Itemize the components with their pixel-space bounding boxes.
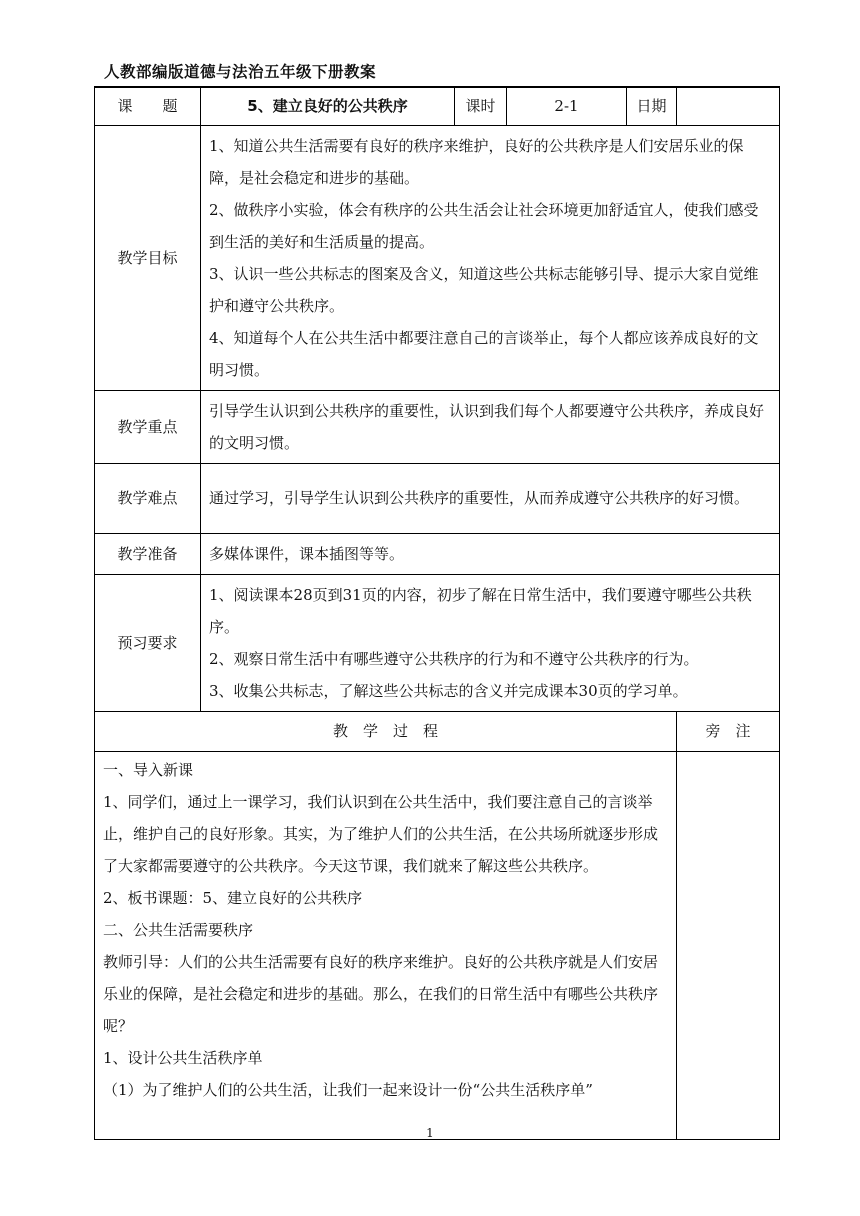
objective-item: 2、做秩序小实验，体会有秩序的公共生活会让社会环境更加舒适宜人，使我们感受到生活的美好和生活质量的提高。 xyxy=(209,200,759,251)
key-points-content: 引导学生认识到公共秩序的重要性，认识到我们每个人都要遵守公共秩序，养成良好的文明习惯。 xyxy=(201,390,780,463)
notes-header: 旁 注 xyxy=(677,711,780,751)
key-points-label: 教学重点 xyxy=(95,390,201,463)
period-value: 2-1 xyxy=(507,87,627,125)
preview-item: 3、收集公共标志，了解这些公共标志的含义并完成课本30页的学习单。 xyxy=(209,681,688,700)
preview-item: 1、阅读课本28页到31页的内容，初步了解在日常生活中，我们要遵守哪些公共秩序。 xyxy=(209,585,752,636)
process-header: 教 学 过 程 xyxy=(95,711,677,751)
lesson-plan-table xyxy=(94,86,780,1140)
topic-label: 课 题 xyxy=(95,87,201,125)
process-line: 1、设计公共生活秩序单 xyxy=(103,1048,263,1067)
process-line: 2、板书课题：5、建立良好的公共秩序 xyxy=(103,888,363,907)
process-line: 一、导入新课 xyxy=(103,760,194,779)
preparation-label: 教学准备 xyxy=(95,533,201,574)
date-label: 日期 xyxy=(627,87,677,125)
preview-row xyxy=(95,574,780,711)
topic-value: 5、建立良好的公共秩序 xyxy=(201,87,455,125)
preparation-content: 多媒体课件，课本插图等等。 xyxy=(201,533,780,574)
notes-cell xyxy=(677,751,780,1139)
objectives-label: 教学目标 xyxy=(95,125,201,390)
key-points-row xyxy=(95,390,780,463)
difficulties-content: 通过学习，引导学生认识到公共秩序的重要性，从而养成遵守公共秩序的好习惯。 xyxy=(201,463,780,533)
info-row xyxy=(95,87,780,125)
date-value xyxy=(677,87,780,125)
process-line: 1、同学们，通过上一课学习，我们认识到在公共生活中，我们要注意自己的言谈举止，维护自己的良好形象。其实，为了维护人们的公共生活，在公共场所就逐步形成了大家都需要遵守的公共秩序。今天这节课，我们就来了解这些公共秩序。 xyxy=(103,792,659,875)
objective-item: 4、知道每个人在公共生活中都要注意自己的言谈举止，每个人都应该养成良好的文明习惯。 xyxy=(209,328,759,379)
preparation-row xyxy=(95,533,780,574)
objective-item: 3、认识一些公共标志的图案及含义，知道这些公共标志能够引导、提示大家自觉维护和遵守公共秩序。 xyxy=(209,264,759,315)
objectives-row xyxy=(95,125,780,390)
period-label: 课时 xyxy=(455,87,507,125)
objectives-content xyxy=(201,125,780,390)
process-line: 二、公共生活需要秩序 xyxy=(103,920,254,939)
difficulties-row xyxy=(95,463,780,533)
process-row xyxy=(95,751,780,1139)
process-line: （1）为了维护人们的公共生活，让我们一起来设计一份“公共生活秩序单” xyxy=(103,1080,593,1099)
process-line: 教师引导：人们的公共生活需要有良好的秩序来维护。良好的公共秩序就是人们安居乐业的保障，是社会稳定和进步的基础。那么，在我们的日常生活中有哪些公共秩序呢？ xyxy=(103,952,659,1035)
preview-label: 预习要求 xyxy=(95,574,201,711)
difficulties-label: 教学难点 xyxy=(95,463,201,533)
process-content xyxy=(95,751,677,1139)
objective-item: 1、知道公共生活需要有良好的秩序来维护，良好的公共秩序是人们安居乐业的保障，是社会稳定和进步的基础。 xyxy=(209,136,744,187)
page-number: 1 xyxy=(426,1126,434,1140)
process-header-row xyxy=(95,711,780,751)
preview-item: 2、观察日常生活中有哪些遵守公共秩序的行为和不遵守公共秩序的行为。 xyxy=(209,649,699,668)
preview-content xyxy=(201,574,780,711)
document-header: 人教部编版道德与法治五年级下册教案 xyxy=(104,63,377,81)
